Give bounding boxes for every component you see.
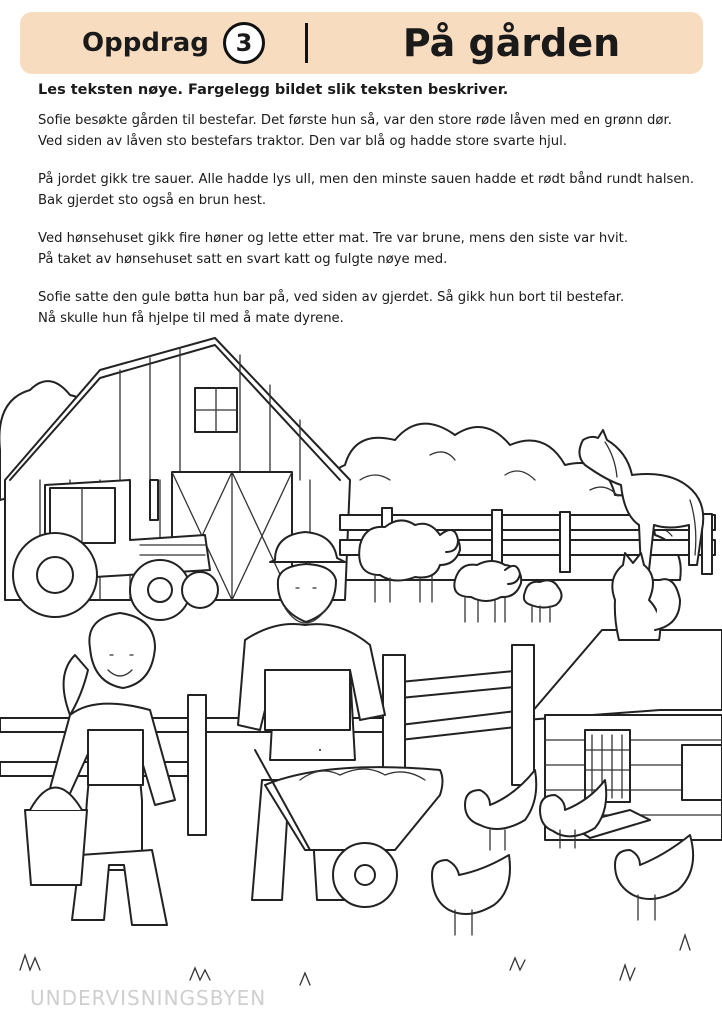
paragraph-3-line-1: Ved hønsehuset gikk fire høner og lette etter mat. Tre var brune, mens den siste var hvit. [38,231,629,246]
paragraph-2 [38,169,708,211]
instruction-text: Les teksten nøye. Fargelegg bildet slik teksten beskriver. [38,82,509,98]
header-divider [305,23,308,63]
sheep-medium [454,561,521,622]
yellow-bucket [25,788,87,886]
page-title: På gården [402,21,621,65]
watermark-logo: UNDERVISNINGSBYEN [30,986,267,1010]
grass-tufts [20,935,690,985]
paragraph-2-line-2: Bak gjerdet sto også en brun hest. [38,193,267,208]
paragraph-1-line-1: Sofie besøkte gården til bestefar. Det første hun så, var den store røde låven med en grønn dør. [38,113,672,128]
paragraph-3-line-2: På taket av hønsehuset satt en svart katt og fulgte nøye med. [38,252,448,267]
paragraph-4-line-1: Sofie satte den gule bøtta hun bar på, ved siden av gjerdet. Så gikk hun bort til bestefar. [38,290,625,305]
story-text [38,110,708,346]
paragraph-2-line-1: På jordet gikk tre sauer. Alle hadde lys ull, men den minste sauen hadde et rødt bånd rundt halsen. [38,172,695,187]
sheep-small-with-ribbon [524,580,562,622]
paragraph-1 [38,110,708,152]
paragraph-1-line-2: Ved siden av låven sto bestefars traktor. Den var blå og hadde store svarte hjul. [38,134,568,149]
header-banner [20,12,703,74]
assignment-number-badge: 3 [223,22,265,64]
chicken-3 [432,855,510,935]
paragraph-4 [38,287,708,329]
paragraph-3 [38,228,708,270]
chicken-4 [615,835,693,920]
assignment-label: Oppdrag [82,28,209,58]
chicken-1 [465,770,536,850]
sheep-large [359,520,460,602]
paragraph-4-line-2: Nå skulle hun få hjelpe til med å mate dyrene. [38,311,344,326]
assignment-label-group [82,12,265,74]
farm-coloring-illustration[interactable] [0,330,722,1021]
